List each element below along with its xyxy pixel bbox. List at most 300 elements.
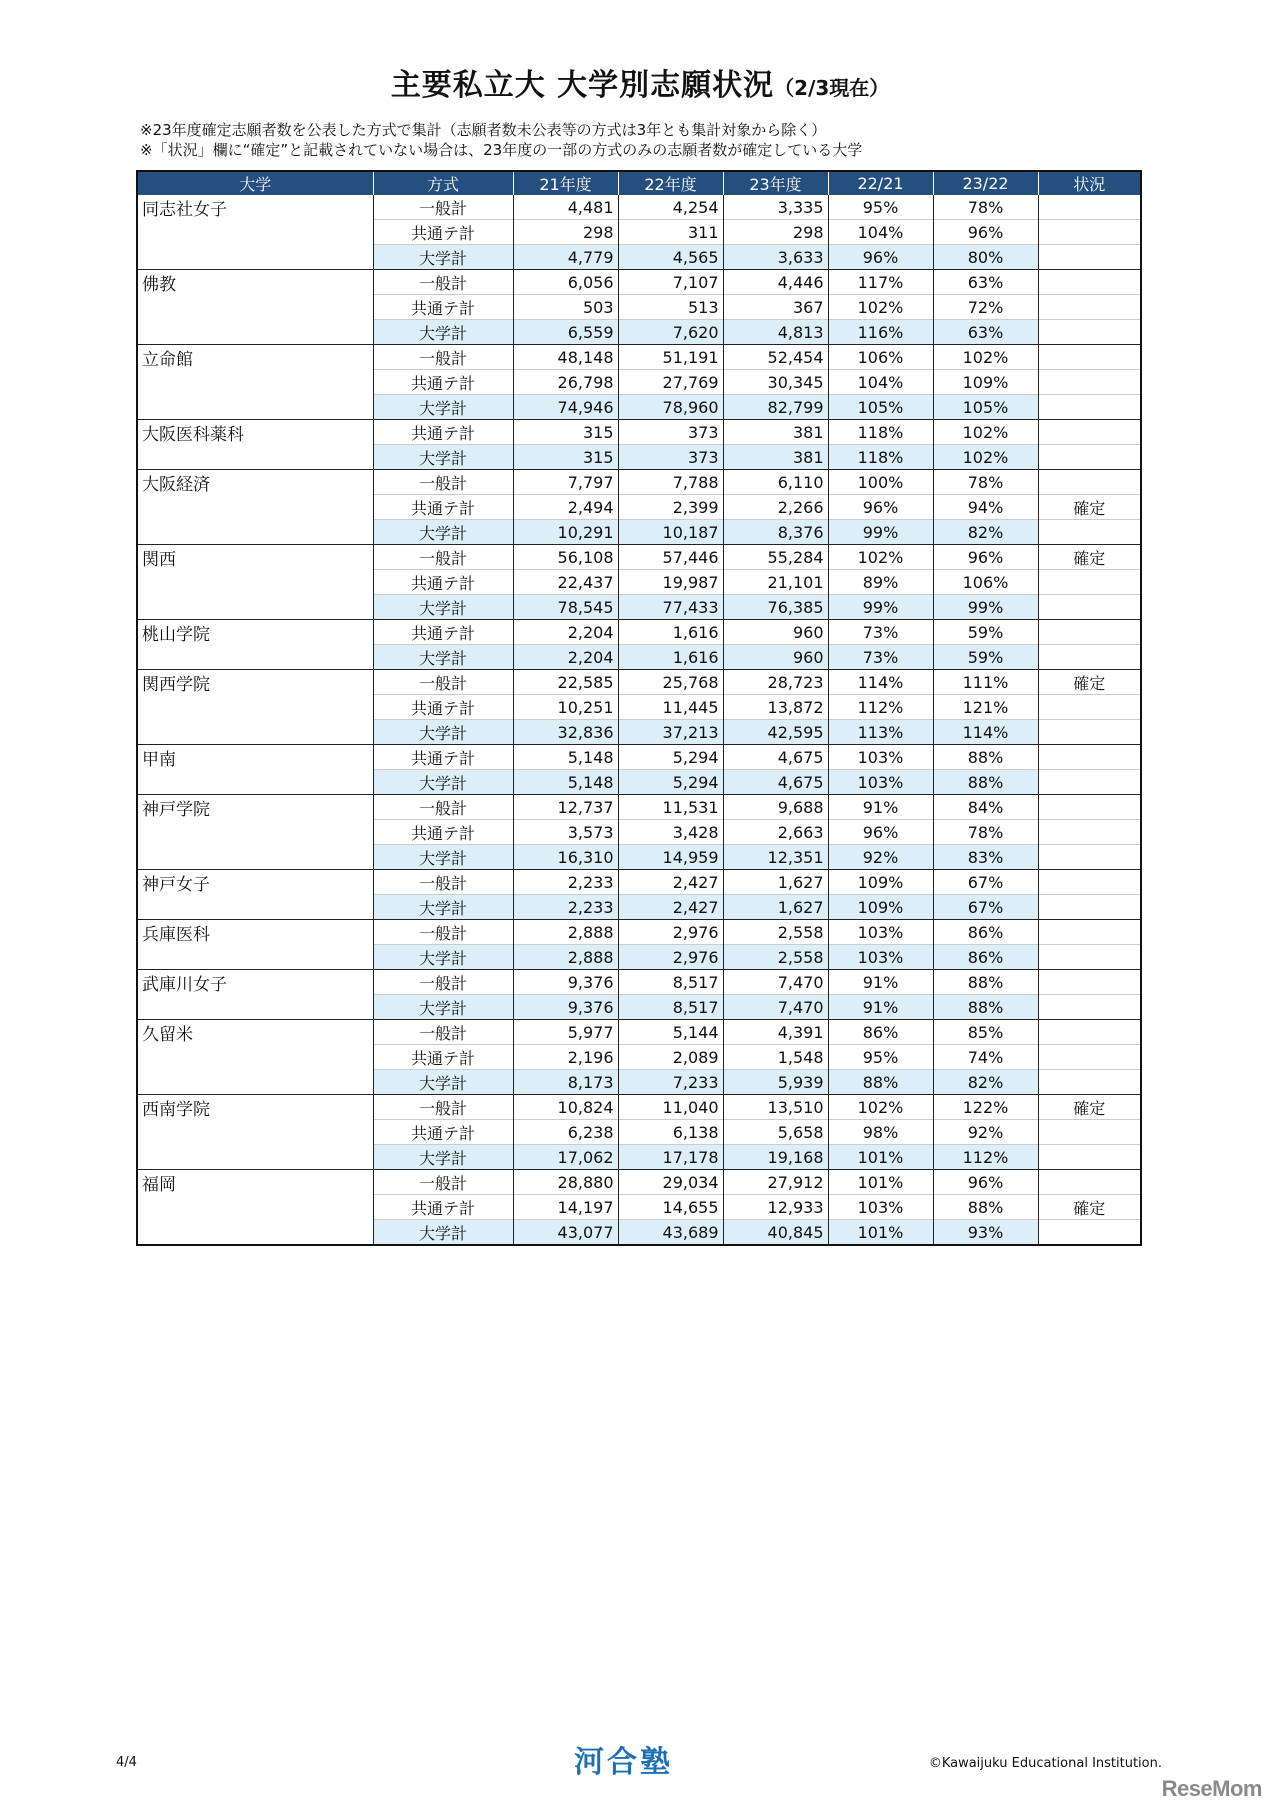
- applicants-2023: 12,933: [723, 1195, 828, 1220]
- applicants-2022: 11,531: [618, 795, 723, 820]
- method-cell: 大学計: [373, 1145, 513, 1170]
- applicants-2022: 7,620: [618, 320, 723, 345]
- status-cell: [1038, 295, 1141, 320]
- ratio-23-22: 86%: [933, 920, 1038, 945]
- table-row: [137, 1020, 1141, 1045]
- table-row: [137, 270, 1141, 295]
- method-cell: 共通テ計: [373, 695, 513, 720]
- applicants-2021: 32,836: [513, 720, 618, 745]
- applicants-2023: 28,723: [723, 670, 828, 695]
- table-row: [137, 870, 1141, 895]
- ratio-23-22: 94%: [933, 495, 1038, 520]
- applicants-2022: 19,987: [618, 570, 723, 595]
- applicants-2023: 19,168: [723, 1145, 828, 1170]
- method-cell: 一般計: [373, 470, 513, 495]
- applicants-2022: 7,233: [618, 1070, 723, 1095]
- ratio-22-21: 96%: [828, 820, 933, 845]
- applicants-2023: 367: [723, 295, 828, 320]
- ratio-23-22: 112%: [933, 1145, 1038, 1170]
- ratio-23-22: 93%: [933, 1220, 1038, 1246]
- method-cell: 共通テ計: [373, 370, 513, 395]
- applicants-2022: 29,034: [618, 1170, 723, 1195]
- status-cell: [1038, 1170, 1141, 1195]
- university-name: 久留米: [137, 1020, 373, 1095]
- applicants-2023: 42,595: [723, 720, 828, 745]
- ratio-23-22: 122%: [933, 1095, 1038, 1120]
- ratio-22-21: 118%: [828, 445, 933, 470]
- applicants-2021: 9,376: [513, 970, 618, 995]
- applicants-2023: 960: [723, 620, 828, 645]
- applicants-2021: 22,437: [513, 570, 618, 595]
- applicants-2023: 2,558: [723, 945, 828, 970]
- ratio-23-22: 88%: [933, 770, 1038, 795]
- ratio-22-21: 100%: [828, 470, 933, 495]
- applicants-2023: 3,335: [723, 195, 828, 220]
- university-name: 神戸女子: [137, 870, 373, 920]
- applicants-2023: 7,470: [723, 970, 828, 995]
- ratio-22-21: 112%: [828, 695, 933, 720]
- table-row: [137, 745, 1141, 770]
- ratio-22-21: 92%: [828, 845, 933, 870]
- university-name: 佛教: [137, 270, 373, 345]
- applicants-2021: 6,056: [513, 270, 618, 295]
- status-cell: [1038, 970, 1141, 995]
- method-cell: 大学計: [373, 645, 513, 670]
- applicants-2022: 513: [618, 295, 723, 320]
- ratio-22-21: 102%: [828, 295, 933, 320]
- method-cell: 一般計: [373, 795, 513, 820]
- applicants-2021: 8,173: [513, 1070, 618, 1095]
- applicants-2022: 4,254: [618, 195, 723, 220]
- title-sub: （2/3現在）: [774, 76, 890, 100]
- applicants-2023: 4,675: [723, 745, 828, 770]
- applicants-2021: 28,880: [513, 1170, 618, 1195]
- status-cell: [1038, 395, 1141, 420]
- applicants-2023: 52,454: [723, 345, 828, 370]
- applicants-2022: 11,040: [618, 1095, 723, 1120]
- status-cell: [1038, 820, 1141, 845]
- applicants-2021: 17,062: [513, 1145, 618, 1170]
- applicants-2023: 7,470: [723, 995, 828, 1020]
- ratio-22-21: 118%: [828, 420, 933, 445]
- applicants-2023: 1,548: [723, 1045, 828, 1070]
- applicants-2021: 6,238: [513, 1120, 618, 1145]
- applicants-2022: 37,213: [618, 720, 723, 745]
- ratio-22-21: 105%: [828, 395, 933, 420]
- method-cell: 一般計: [373, 195, 513, 220]
- method-cell: 一般計: [373, 870, 513, 895]
- ratio-22-21: 73%: [828, 620, 933, 645]
- applicants-2021: 16,310: [513, 845, 618, 870]
- applicants-2022: 7,107: [618, 270, 723, 295]
- applicants-2023: 12,351: [723, 845, 828, 870]
- method-cell: 一般計: [373, 545, 513, 570]
- status-cell: [1038, 1020, 1141, 1045]
- ratio-22-21: 109%: [828, 895, 933, 920]
- method-cell: 大学計: [373, 245, 513, 270]
- applicants-2023: 4,446: [723, 270, 828, 295]
- applicants-2021: 2,888: [513, 945, 618, 970]
- applicants-2021: 74,946: [513, 395, 618, 420]
- ratio-23-22: 72%: [933, 295, 1038, 320]
- col-header-y22: 22年度: [618, 171, 723, 195]
- method-cell: 大学計: [373, 445, 513, 470]
- applicants-2023: 40,845: [723, 1220, 828, 1246]
- applicants-2021: 9,376: [513, 995, 618, 1020]
- method-cell: 共通テ計: [373, 220, 513, 245]
- status-cell: [1038, 270, 1141, 295]
- university-name: 兵庫医科: [137, 920, 373, 970]
- method-cell: 大学計: [373, 320, 513, 345]
- applicants-2023: 21,101: [723, 570, 828, 595]
- applicants-2022: 2,427: [618, 870, 723, 895]
- applicants-2023: 2,663: [723, 820, 828, 845]
- ratio-22-21: 101%: [828, 1220, 933, 1246]
- method-cell: 一般計: [373, 270, 513, 295]
- university-name: 西南学院: [137, 1095, 373, 1170]
- ratio-23-22: 67%: [933, 895, 1038, 920]
- ratio-22-21: 96%: [828, 245, 933, 270]
- applicants-2023: 8,376: [723, 520, 828, 545]
- applicants-2021: 2,204: [513, 620, 618, 645]
- ratio-22-21: 103%: [828, 745, 933, 770]
- ratio-22-21: 103%: [828, 920, 933, 945]
- applicants-2022: 2,976: [618, 945, 723, 970]
- status-cell: [1038, 620, 1141, 645]
- status-cell: [1038, 245, 1141, 270]
- ratio-22-21: 102%: [828, 1095, 933, 1120]
- status-cell: [1038, 695, 1141, 720]
- page-number: 4/4: [116, 1755, 137, 1770]
- ratio-22-21: 101%: [828, 1170, 933, 1195]
- university-name: 桃山学院: [137, 620, 373, 670]
- applicants-2023: 960: [723, 645, 828, 670]
- ratio-23-22: 99%: [933, 595, 1038, 620]
- status-cell: 確定: [1038, 545, 1141, 570]
- status-cell: [1038, 745, 1141, 770]
- note-2: ※「状況」欄に“確定”と記載されていない場合は、23年度の一部の方式のみの志願者数が確定している大学: [140, 141, 863, 159]
- ratio-23-22: 59%: [933, 620, 1038, 645]
- method-cell: 大学計: [373, 1070, 513, 1095]
- status-cell: [1038, 995, 1141, 1020]
- applicants-2023: 3,633: [723, 245, 828, 270]
- ratio-23-22: 111%: [933, 670, 1038, 695]
- ratio-22-21: 88%: [828, 1070, 933, 1095]
- status-cell: [1038, 895, 1141, 920]
- status-cell: 確定: [1038, 670, 1141, 695]
- method-cell: 共通テ計: [373, 1045, 513, 1070]
- ratio-22-21: 104%: [828, 370, 933, 395]
- method-cell: 共通テ計: [373, 420, 513, 445]
- applicants-2023: 6,110: [723, 470, 828, 495]
- method-cell: 一般計: [373, 1020, 513, 1045]
- applicants-2022: 2,089: [618, 1045, 723, 1070]
- applicants-2023: 381: [723, 420, 828, 445]
- applicants-2023: 55,284: [723, 545, 828, 570]
- applicants-2021: 48,148: [513, 345, 618, 370]
- ratio-22-21: 73%: [828, 645, 933, 670]
- method-cell: 一般計: [373, 670, 513, 695]
- resemom-watermark: ReseMom: [1161, 1776, 1262, 1801]
- ratio-23-22: 88%: [933, 1195, 1038, 1220]
- status-cell: [1038, 445, 1141, 470]
- table-header-row: [137, 171, 1141, 195]
- ratio-22-21: 99%: [828, 595, 933, 620]
- applicants-2021: 315: [513, 445, 618, 470]
- ratio-22-21: 103%: [828, 945, 933, 970]
- method-cell: 一般計: [373, 345, 513, 370]
- ratio-22-21: 99%: [828, 520, 933, 545]
- applicants-2022: 14,655: [618, 1195, 723, 1220]
- university-name: 大阪医科薬科: [137, 420, 373, 470]
- method-cell: 一般計: [373, 920, 513, 945]
- applicants-2023: 76,385: [723, 595, 828, 620]
- ratio-23-22: 92%: [933, 1120, 1038, 1145]
- applicants-2021: 5,148: [513, 745, 618, 770]
- status-cell: [1038, 370, 1141, 395]
- ratio-22-21: 117%: [828, 270, 933, 295]
- ratio-22-21: 91%: [828, 995, 933, 1020]
- ratio-22-21: 86%: [828, 1020, 933, 1045]
- ratio-22-21: 114%: [828, 670, 933, 695]
- table-row: [137, 1095, 1141, 1120]
- ratio-23-22: 80%: [933, 245, 1038, 270]
- method-cell: 共通テ計: [373, 820, 513, 845]
- method-cell: 大学計: [373, 995, 513, 1020]
- applicants-2021: 5,977: [513, 1020, 618, 1045]
- table-row: [137, 670, 1141, 695]
- applicants-2023: 1,627: [723, 895, 828, 920]
- ratio-22-21: 113%: [828, 720, 933, 745]
- applicant-table: [136, 170, 1142, 1246]
- method-cell: 大学計: [373, 1220, 513, 1246]
- ratio-22-21: 96%: [828, 495, 933, 520]
- ratio-22-21: 102%: [828, 545, 933, 570]
- ratio-23-22: 83%: [933, 845, 1038, 870]
- applicants-2022: 77,433: [618, 595, 723, 620]
- col-header-method: 方式: [373, 171, 513, 195]
- status-cell: [1038, 645, 1141, 670]
- table-row: [137, 1170, 1141, 1195]
- method-cell: 大学計: [373, 520, 513, 545]
- ratio-23-22: 67%: [933, 870, 1038, 895]
- status-cell: [1038, 195, 1141, 220]
- applicants-2023: 4,391: [723, 1020, 828, 1045]
- table-row: [137, 920, 1141, 945]
- method-cell: 大学計: [373, 595, 513, 620]
- ratio-23-22: 82%: [933, 520, 1038, 545]
- table-row: [137, 795, 1141, 820]
- status-cell: [1038, 1070, 1141, 1095]
- method-cell: 一般計: [373, 1095, 513, 1120]
- applicants-2021: 5,148: [513, 770, 618, 795]
- table-row: [137, 970, 1141, 995]
- applicants-2022: 373: [618, 420, 723, 445]
- applicants-2021: 7,797: [513, 470, 618, 495]
- table-row: [137, 195, 1141, 220]
- applicants-2023: 298: [723, 220, 828, 245]
- applicants-2021: 22,585: [513, 670, 618, 695]
- applicants-2023: 13,872: [723, 695, 828, 720]
- applicants-2023: 5,658: [723, 1120, 828, 1145]
- ratio-22-21: 91%: [828, 970, 933, 995]
- university-name: 神戸学院: [137, 795, 373, 870]
- status-cell: [1038, 1120, 1141, 1145]
- table-body: [137, 195, 1141, 1245]
- applicants-2021: 2,196: [513, 1045, 618, 1070]
- applicants-2022: 2,976: [618, 920, 723, 945]
- ratio-23-22: 78%: [933, 195, 1038, 220]
- method-cell: 大学計: [373, 720, 513, 745]
- ratio-22-21: 101%: [828, 1145, 933, 1170]
- status-cell: [1038, 470, 1141, 495]
- ratio-23-22: 86%: [933, 945, 1038, 970]
- applicants-2022: 11,445: [618, 695, 723, 720]
- ratio-22-21: 116%: [828, 320, 933, 345]
- applicants-2021: 3,573: [513, 820, 618, 845]
- applicants-2022: 1,616: [618, 645, 723, 670]
- status-cell: 確定: [1038, 495, 1141, 520]
- ratio-23-22: 96%: [933, 220, 1038, 245]
- applicants-2022: 5,144: [618, 1020, 723, 1045]
- col-header-y21: 21年度: [513, 171, 618, 195]
- status-cell: [1038, 945, 1141, 970]
- university-name: 甲南: [137, 745, 373, 795]
- ratio-23-22: 63%: [933, 270, 1038, 295]
- ratio-23-22: 82%: [933, 1070, 1038, 1095]
- status-cell: [1038, 720, 1141, 745]
- table-row: [137, 620, 1141, 645]
- applicants-2022: 2,427: [618, 895, 723, 920]
- applicants-2022: 10,187: [618, 520, 723, 545]
- method-cell: 大学計: [373, 895, 513, 920]
- status-cell: [1038, 920, 1141, 945]
- ratio-22-21: 104%: [828, 220, 933, 245]
- applicants-2022: 5,294: [618, 770, 723, 795]
- status-cell: [1038, 420, 1141, 445]
- status-cell: [1038, 220, 1141, 245]
- applicants-2022: 57,446: [618, 545, 723, 570]
- ratio-22-21: 109%: [828, 870, 933, 895]
- applicants-2023: 1,627: [723, 870, 828, 895]
- method-cell: 一般計: [373, 970, 513, 995]
- applicants-2021: 6,559: [513, 320, 618, 345]
- kawaijuku-logo: 河合塾: [574, 1745, 673, 1780]
- applicants-2022: 14,959: [618, 845, 723, 870]
- applicants-2023: 2,558: [723, 920, 828, 945]
- col-header-status: 状況: [1038, 171, 1141, 195]
- method-cell: 大学計: [373, 770, 513, 795]
- ratio-23-22: 88%: [933, 745, 1038, 770]
- status-cell: [1038, 845, 1141, 870]
- title-main: 主要私立大 大学別志願状況: [390, 68, 775, 103]
- method-cell: 大学計: [373, 845, 513, 870]
- method-cell: 大学計: [373, 945, 513, 970]
- method-cell: 共通テ計: [373, 745, 513, 770]
- ratio-23-22: 106%: [933, 570, 1038, 595]
- applicants-2021: 2,233: [513, 870, 618, 895]
- applicants-2023: 2,266: [723, 495, 828, 520]
- applicants-2023: 381: [723, 445, 828, 470]
- applicants-2021: 315: [513, 420, 618, 445]
- university-name: 同志社女子: [137, 195, 373, 270]
- applicants-2022: 27,769: [618, 370, 723, 395]
- ratio-22-21: 89%: [828, 570, 933, 595]
- table-row: [137, 345, 1141, 370]
- ratio-23-22: 121%: [933, 695, 1038, 720]
- ratio-22-21: 103%: [828, 770, 933, 795]
- ratio-23-22: 88%: [933, 995, 1038, 1020]
- applicants-2021: 503: [513, 295, 618, 320]
- method-cell: 共通テ計: [373, 495, 513, 520]
- applicants-2022: 1,616: [618, 620, 723, 645]
- ratio-23-22: 74%: [933, 1045, 1038, 1070]
- ratio-23-22: 114%: [933, 720, 1038, 745]
- method-cell: 共通テ計: [373, 1195, 513, 1220]
- applicants-2023: 4,813: [723, 320, 828, 345]
- applicants-2022: 51,191: [618, 345, 723, 370]
- ratio-23-22: 59%: [933, 645, 1038, 670]
- university-name: 武庫川女子: [137, 970, 373, 1020]
- ratio-23-22: 85%: [933, 1020, 1038, 1045]
- university-name: 大阪経済: [137, 470, 373, 545]
- note-1: ※23年度確定志願者数を公表した方式で集計（志願者数未公表等の方式は3年とも集計対象から除く）: [140, 121, 827, 139]
- university-name: 立命館: [137, 345, 373, 420]
- applicants-2022: 78,960: [618, 395, 723, 420]
- university-name: 関西: [137, 545, 373, 620]
- applicants-2021: 10,251: [513, 695, 618, 720]
- table-row: [137, 470, 1141, 495]
- applicants-2021: 2,204: [513, 645, 618, 670]
- status-cell: [1038, 1145, 1141, 1170]
- applicants-2023: 30,345: [723, 370, 828, 395]
- applicants-2021: 43,077: [513, 1220, 618, 1246]
- status-cell: [1038, 570, 1141, 595]
- ratio-23-22: 109%: [933, 370, 1038, 395]
- method-cell: 一般計: [373, 1170, 513, 1195]
- ratio-23-22: 84%: [933, 795, 1038, 820]
- status-cell: 確定: [1038, 1195, 1141, 1220]
- applicants-2022: 8,517: [618, 995, 723, 1020]
- ratio-22-21: 106%: [828, 345, 933, 370]
- status-cell: [1038, 345, 1141, 370]
- status-cell: 確定: [1038, 1095, 1141, 1120]
- ratio-23-22: 78%: [933, 470, 1038, 495]
- applicants-2022: 311: [618, 220, 723, 245]
- table-row: [137, 420, 1141, 445]
- notes: [140, 120, 862, 160]
- ratio-22-21: 91%: [828, 795, 933, 820]
- applicants-2022: 25,768: [618, 670, 723, 695]
- ratio-23-22: 78%: [933, 820, 1038, 845]
- applicants-2021: 10,824: [513, 1095, 618, 1120]
- ratio-23-22: 102%: [933, 420, 1038, 445]
- applicants-2022: 8,517: [618, 970, 723, 995]
- ratio-22-21: 98%: [828, 1120, 933, 1145]
- method-cell: 共通テ計: [373, 620, 513, 645]
- ratio-23-22: 63%: [933, 320, 1038, 345]
- method-cell: 共通テ計: [373, 570, 513, 595]
- col-header-ratio-22-21: 22/21: [828, 171, 933, 195]
- applicants-2023: 5,939: [723, 1070, 828, 1095]
- applicants-2021: 78,545: [513, 595, 618, 620]
- applicants-2022: 5,294: [618, 745, 723, 770]
- applicants-2023: 27,912: [723, 1170, 828, 1195]
- applicants-2023: 9,688: [723, 795, 828, 820]
- applicants-2022: 2,399: [618, 495, 723, 520]
- status-cell: [1038, 770, 1141, 795]
- applicants-2022: 4,565: [618, 245, 723, 270]
